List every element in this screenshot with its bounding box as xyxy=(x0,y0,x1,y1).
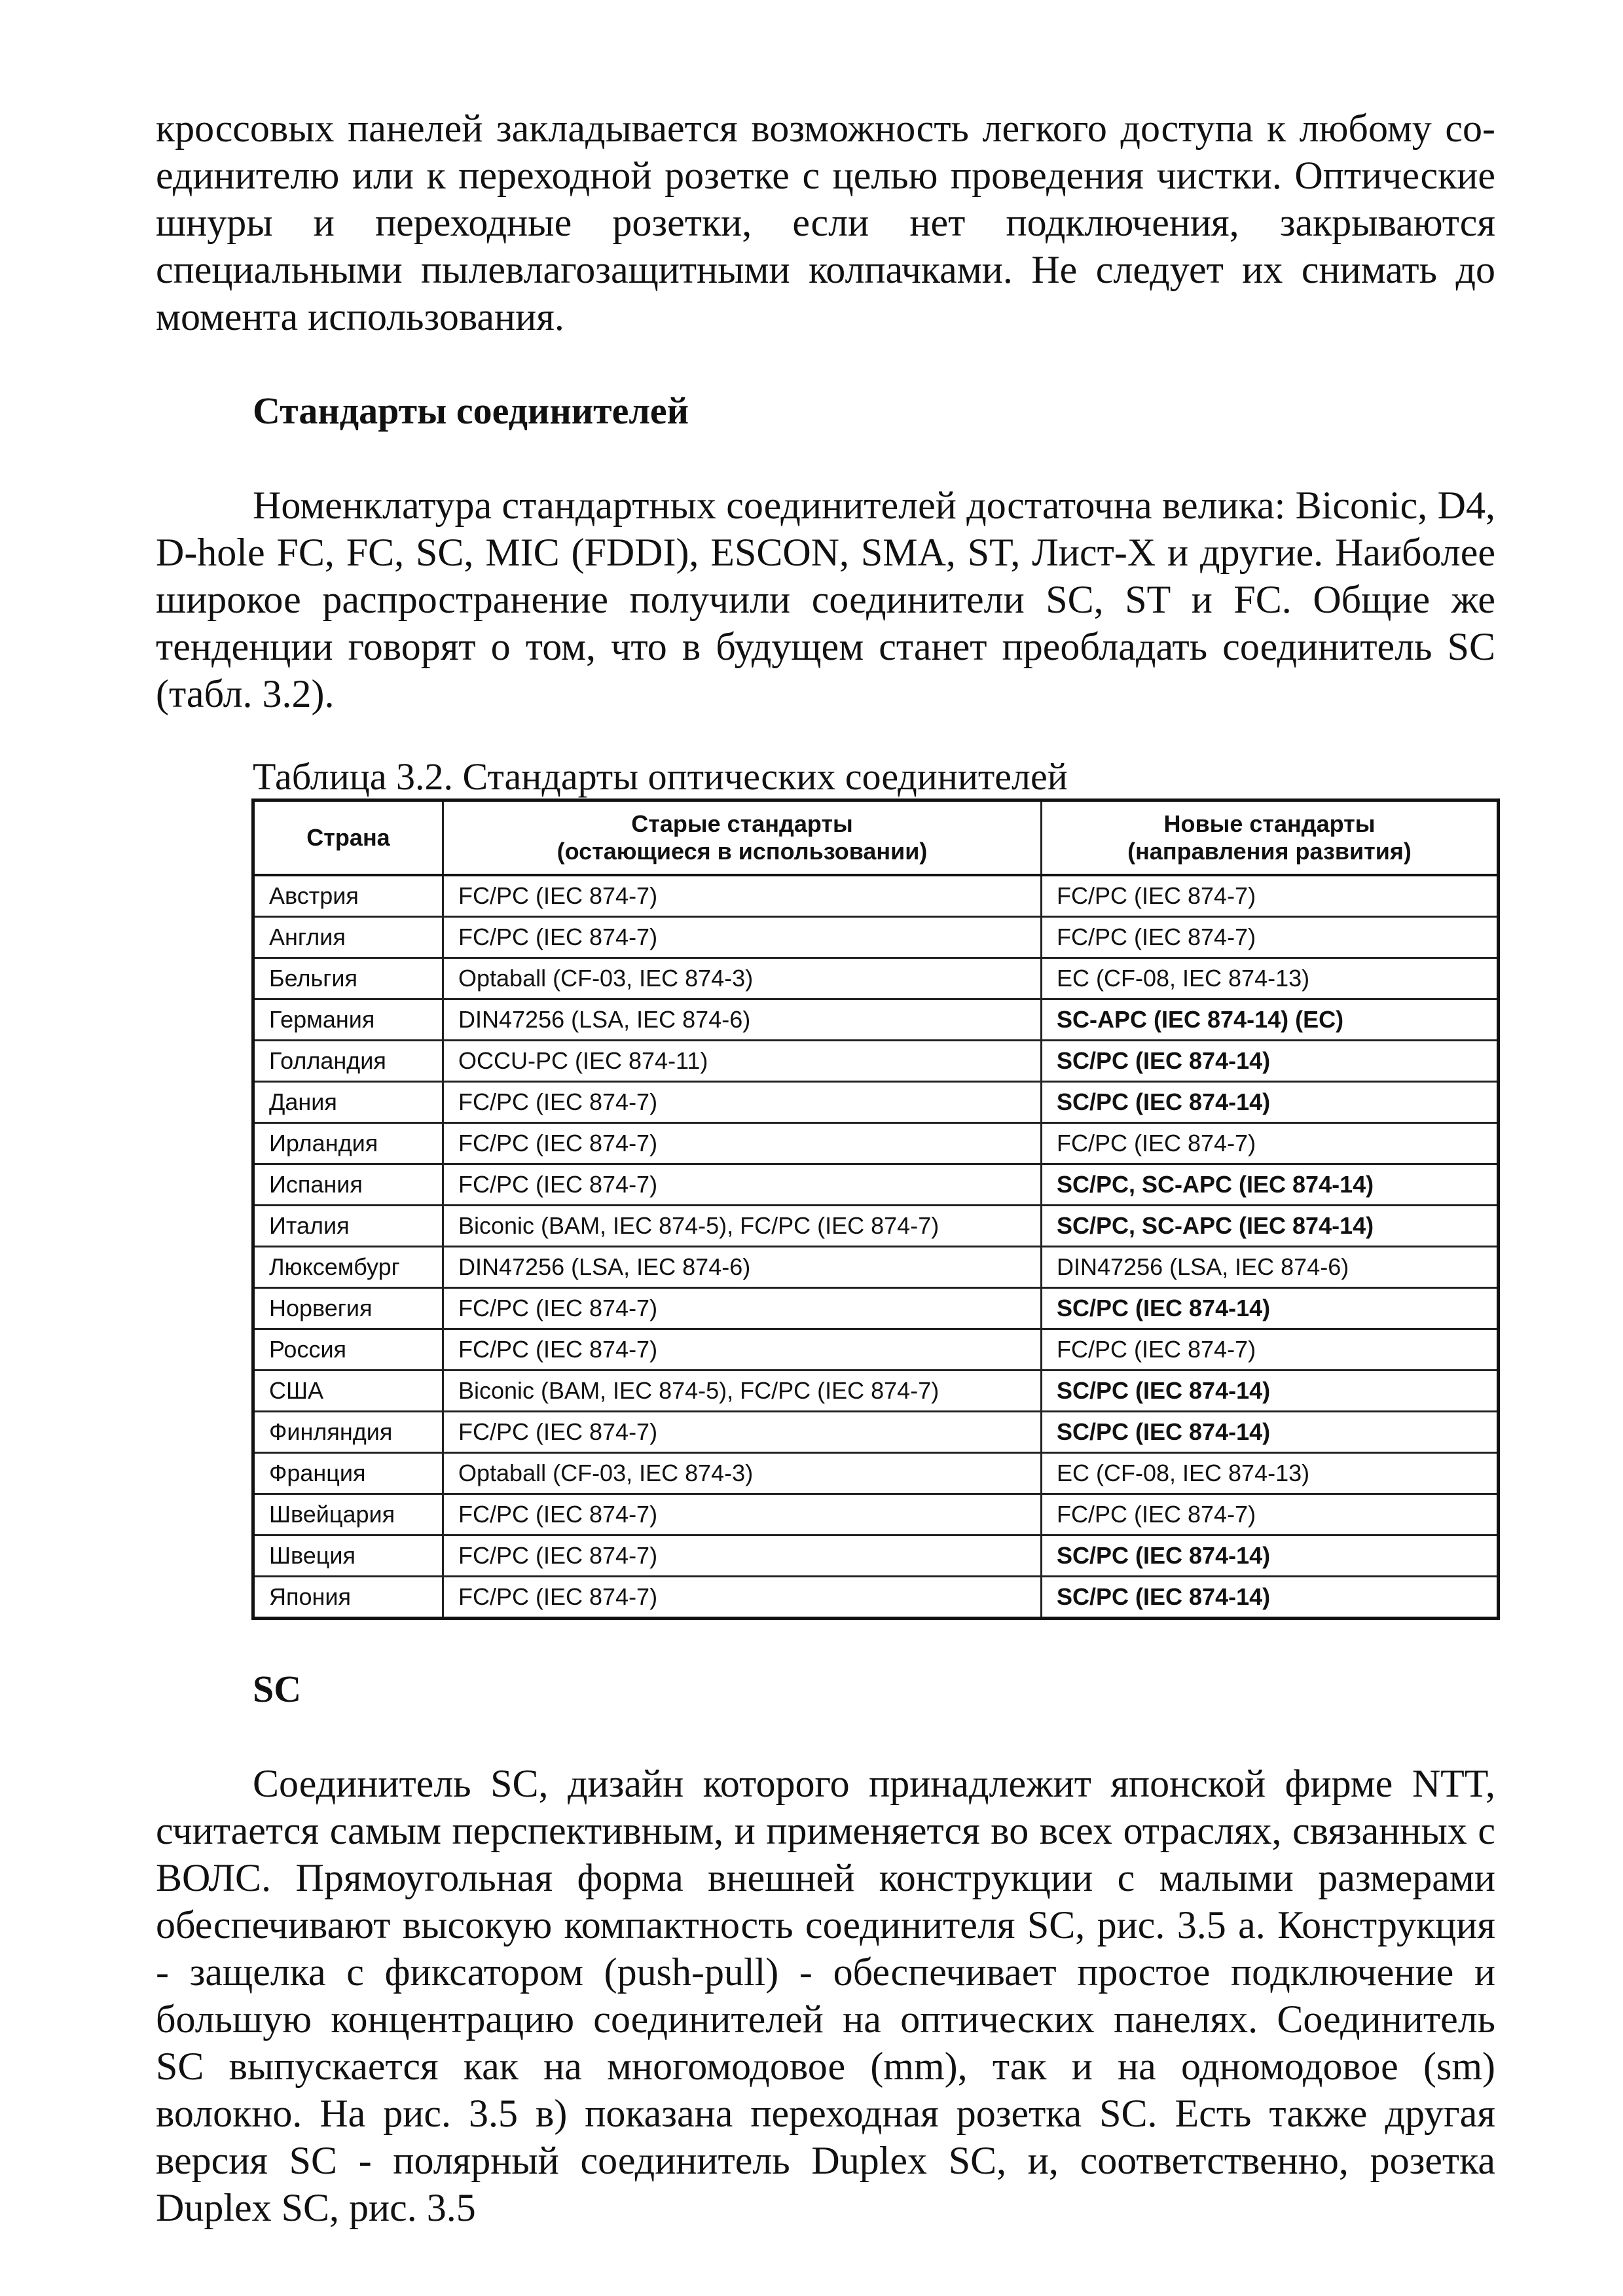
country-cell: Франция xyxy=(253,1453,443,1494)
country-cell: Дания xyxy=(253,1082,443,1123)
connector-standards-paragraph: Номенклатура стандартных соединителей достаточна велика: Biconic, D4, D-hole FC, FC, SC, MIC (FDDI), ESCON, SMA, ST, Лист-X и другие. Наиболее широкое распространение получили соединители SC, ST и FC. Общие же тенденции говорят о том, что в будущем станет преобладать соединитель SC (табл. 3.2). xyxy=(156,484,1495,715)
old-standard-cell: DIN47256 (LSA, IEC 874-6) xyxy=(443,1247,1042,1288)
document-page xyxy=(156,105,1495,2231)
country-cell: Италия xyxy=(253,1206,443,1247)
table-header-row xyxy=(253,800,1499,876)
table-row xyxy=(253,1494,1499,1535)
table-row xyxy=(253,1329,1499,1371)
old-standard-cell: FC/PC (IEC 874-7) xyxy=(443,1082,1042,1123)
new-standard-cell: FC/PC (IEC 874-7) xyxy=(1042,875,1499,917)
old-standard-cell: FC/PC (IEC 874-7) xyxy=(443,917,1042,958)
new-standard-cell: FC/PC (IEC 874-7) xyxy=(1042,1494,1499,1535)
old-standard-cell: Biconic (BAM, IEC 874-5), FC/PC (IEC 874-7) xyxy=(443,1371,1042,1412)
intro-paragraph: кроссовых панелей закладывается возможность легкого доступа к любому со-единителю или к переходной розетке с целью проведения чистки. Оптические шнуры и переходные розетки, если нет подключения, закрываются специальными пылевлагозащитными колпачками. Не следует их снимать до момента использования. xyxy=(156,107,1495,338)
old-standard-cell: FC/PC (IEC 874-7) xyxy=(443,875,1042,917)
old-standard-cell: FC/PC (IEC 874-7) xyxy=(443,1412,1042,1453)
new-standard-cell: FC/PC (IEC 874-7) xyxy=(1042,917,1499,958)
old-standard-cell: FC/PC (IEC 874-7) xyxy=(443,1164,1042,1206)
country-cell: Швеция xyxy=(253,1535,443,1577)
table-row xyxy=(253,1577,1499,1619)
old-standard-cell: Optaball (CF-03, IEC 874-3) xyxy=(443,1453,1042,1494)
old-standard-cell: DIN47256 (LSA, IEC 874-6) xyxy=(443,999,1042,1041)
new-standard-cell: SC/PC, SC-APC (IEC 874-14) xyxy=(1042,1206,1499,1247)
table-row xyxy=(253,1082,1499,1123)
old-standard-cell: FC/PC (IEC 874-7) xyxy=(443,1535,1042,1577)
new-standard-cell: SC/PC (IEC 874-14) xyxy=(1042,1082,1499,1123)
table-row xyxy=(253,917,1499,958)
old-standard-cell: Optaball (CF-03, IEC 874-3) xyxy=(443,958,1042,999)
old-standard-cell: FC/PC (IEC 874-7) xyxy=(443,1123,1042,1164)
new-standard-cell: SC/PC (IEC 874-14) xyxy=(1042,1371,1499,1412)
old-standard-cell: OCCU-PC (IEC 874-11) xyxy=(443,1041,1042,1082)
section-heading-connector-standards: Стандарты соединителей xyxy=(253,389,689,432)
country-cell: США xyxy=(253,1371,443,1412)
table-row xyxy=(253,1041,1499,1082)
old-standard-cell: FC/PC (IEC 874-7) xyxy=(443,1494,1042,1535)
country-cell: Россия xyxy=(253,1329,443,1371)
table-row xyxy=(253,1164,1499,1206)
table-row xyxy=(253,875,1499,917)
table-row xyxy=(253,1288,1499,1329)
table-row xyxy=(253,1535,1499,1577)
old-standard-cell: FC/PC (IEC 874-7) xyxy=(443,1577,1042,1619)
country-cell: Норвегия xyxy=(253,1288,443,1329)
country-cell: Финляндия xyxy=(253,1412,443,1453)
new-standard-cell: DIN47256 (LSA, IEC 874-6) xyxy=(1042,1247,1499,1288)
old-standard-cell: FC/PC (IEC 874-7) xyxy=(443,1329,1042,1371)
new-standard-cell: FC/PC (IEC 874-7) xyxy=(1042,1123,1499,1164)
table-row xyxy=(253,958,1499,999)
new-standard-cell: SC/PC, SC-APC (IEC 874-14) xyxy=(1042,1164,1499,1206)
old-standard-cell: Biconic (BAM, IEC 874-5), FC/PC (IEC 874-7) xyxy=(443,1206,1042,1247)
new-standard-cell: EC (CF-08, IEC 874-13) xyxy=(1042,958,1499,999)
country-cell: Япония xyxy=(253,1577,443,1619)
new-standard-cell: SC-APC (IEC 874-14) (EC) xyxy=(1042,999,1499,1041)
new-standard-cell: SC/PC (IEC 874-14) xyxy=(1042,1041,1499,1082)
new-standard-cell: SC/PC (IEC 874-14) xyxy=(1042,1535,1499,1577)
new-standard-cell: SC/PC (IEC 874-14) xyxy=(1042,1577,1499,1619)
connector-standards-table xyxy=(251,798,1500,1620)
table-row xyxy=(253,1247,1499,1288)
country-cell: Германия xyxy=(253,999,443,1041)
country-cell: Бельгия xyxy=(253,958,443,999)
section-heading-sc: SC xyxy=(253,1668,302,1710)
new-standard-cell: SC/PC (IEC 874-14) xyxy=(1042,1412,1499,1453)
table-row xyxy=(253,1123,1499,1164)
header-old-standards: Старые стандарты (остающиеся в использовании) xyxy=(443,800,1042,876)
table-caption: Таблица 3.2. Стандарты оптических соединителей xyxy=(253,755,1068,798)
country-cell: Испания xyxy=(253,1164,443,1206)
table-row xyxy=(253,1206,1499,1247)
table-row xyxy=(253,999,1499,1041)
new-standard-cell: SC/PC (IEC 874-14) xyxy=(1042,1288,1499,1329)
header-country: Страна xyxy=(253,800,443,876)
country-cell: Австрия xyxy=(253,875,443,917)
country-cell: Ирландия xyxy=(253,1123,443,1164)
sc-paragraph: Соединитель SC, дизайн которого принадлежит японской фирме NTT, считается самым перспективным, и применяется во всех отраслях, связанных с ВОЛС. Прямоугольная форма внешней конструкции с малыми размерами обеспечивают высокую компактность соединителя SC, рис. 3.5 а. Конструкция - защелка с фиксатором (push-pull) - обеспечивает простое подключение и большую концентрацию соединителей на оптических панелях. Соединитель SC выпускается как на многомодовое (mm), так и на одномодовое (sm) волокно. На рис. 3.5 в) показана переходная розетка SC. Есть также другая версия SC - полярный соединитель Duplex SC, и, соответственно, розетка Duplex SC, рис. 3.5 xyxy=(156,1762,1495,2229)
table-row xyxy=(253,1453,1499,1494)
table-row xyxy=(253,1412,1499,1453)
new-standard-cell: EC (CF-08, IEC 874-13) xyxy=(1042,1453,1499,1494)
country-cell: Голландия xyxy=(253,1041,443,1082)
header-new-standards: Новые стандарты (направления развития) xyxy=(1042,800,1499,876)
new-standard-cell: FC/PC (IEC 874-7) xyxy=(1042,1329,1499,1371)
country-cell: Люксембург xyxy=(253,1247,443,1288)
country-cell: Швейцария xyxy=(253,1494,443,1535)
country-cell: Англия xyxy=(253,917,443,958)
table-row xyxy=(253,1371,1499,1412)
old-standard-cell: FC/PC (IEC 874-7) xyxy=(443,1288,1042,1329)
